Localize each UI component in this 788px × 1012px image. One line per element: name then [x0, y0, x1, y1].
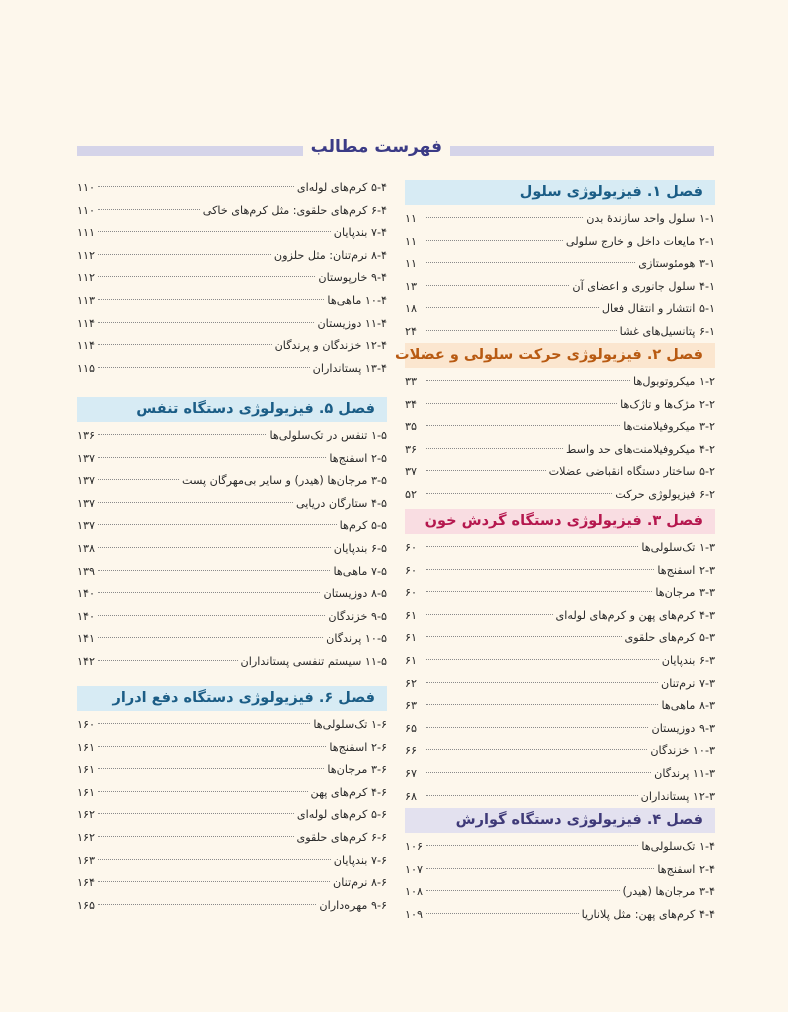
- page-number: ۶۰: [405, 541, 418, 554]
- page-number: ۱۰۷: [405, 862, 424, 876]
- dot-leader: [426, 569, 654, 570]
- dot-leader: [98, 457, 326, 458]
- entry-title: ۶-۵ بندپایان: [333, 541, 387, 555]
- dot-leader: [98, 881, 330, 882]
- entry-title: ۱-۴ تک‌سلولی‌ها: [641, 840, 715, 853]
- toc-entry[interactable]: [405, 394, 715, 417]
- page-number: ۱۶۵: [77, 898, 96, 912]
- chapter-heading[interactable]: فصل ۲. فیزیولوژی حرکت سلولی و عضلات: [405, 343, 715, 368]
- dot-leader: [98, 344, 272, 345]
- dot-leader: [98, 836, 293, 837]
- toc-entry[interactable]: [405, 786, 715, 809]
- dot-leader: [98, 791, 308, 792]
- dot-leader: [98, 434, 266, 435]
- entry-title: ۴-۲ میکروفیلامنت‌های حد واسط: [566, 442, 715, 456]
- entry-title: ۵-۵ کرم‌ها: [339, 519, 387, 533]
- dot-leader: [98, 479, 179, 480]
- chapter-heading[interactable]: فصل ۶. فیزیولوژی دستگاه دفع ادرار: [77, 686, 387, 711]
- entry-title: ۴-۱ سلول جانوری و اعضای آن: [572, 279, 715, 293]
- dot-leader: [426, 795, 638, 796]
- page-number: ۱۴۱: [77, 632, 96, 646]
- entry-title: ۹-۳ دوزیستان: [651, 721, 715, 735]
- entry-title: ۵-۱ انتشار و انتقال فعال: [601, 302, 715, 316]
- page-number: ۱۶۴: [77, 876, 96, 890]
- entry-title: ۱۰-۳ خزندگان: [650, 744, 715, 758]
- dot-leader: [98, 299, 324, 300]
- page-number: ۱۳۶: [77, 429, 96, 442]
- toc-section: [77, 177, 387, 380]
- entry-title: ۱۲-۴ خزندگان و پرندگان: [274, 339, 387, 353]
- toc-section: [405, 808, 715, 926]
- entry-title: ۲-۶ اسفنج‌ها: [329, 740, 387, 754]
- entry-title: ۳-۳ مرجان‌ها: [655, 586, 715, 600]
- toc-entry[interactable]: [77, 651, 387, 674]
- entry-title: ۵-۶ کرم‌های لوله‌ای: [296, 808, 387, 822]
- dot-leader: [98, 813, 294, 814]
- entry-title: ۲-۳ اسفنج‌ها: [657, 563, 715, 577]
- chapter-heading[interactable]: فصل ۴. فیزیولوژی دستگاه گوارش: [405, 808, 715, 833]
- dot-leader: [98, 570, 330, 571]
- dot-leader: [426, 240, 563, 241]
- toc-entry[interactable]: [405, 836, 715, 859]
- entry-title: ۲-۵ اسفنج‌ها: [329, 451, 387, 465]
- page-number: ۱۱۲: [77, 248, 96, 262]
- entry-title: ۱۰-۵ پرندگان: [326, 632, 387, 646]
- dot-leader: [98, 186, 294, 187]
- dot-leader: [426, 636, 622, 637]
- entry-title: ۱-۲ میکروتوبول‌ها: [633, 375, 715, 388]
- dot-leader: [426, 307, 599, 308]
- entry-title: ۱۰-۴ ماهی‌ها: [327, 293, 387, 307]
- page-number: ۱۰۸: [405, 885, 424, 899]
- toc-entry[interactable]: [405, 740, 715, 763]
- entry-title: ۷-۶ بندپایان: [333, 853, 387, 867]
- dot-leader: [98, 209, 200, 210]
- dot-leader: [426, 493, 612, 494]
- entry-title: ۹-۵ خزندگان: [328, 609, 387, 623]
- toc-entry[interactable]: [405, 904, 715, 927]
- dot-leader: [426, 659, 659, 660]
- page-number: ۱۱۳: [77, 293, 96, 307]
- dot-leader: [98, 254, 271, 255]
- chapter-heading[interactable]: فصل ۳. فیزیولوژی دستگاه گردش خون: [405, 509, 715, 534]
- entry-title: ۸-۳ ماهی‌ها: [661, 699, 715, 713]
- dot-leader: [426, 470, 546, 471]
- entry-title: ۳-۴ مرجان‌ها (هیدر): [622, 885, 715, 899]
- page-number: ۱۱: [405, 234, 418, 248]
- page-number: ۱۶۲: [77, 808, 96, 822]
- page-number: ۳۵: [405, 420, 418, 434]
- toc-entry[interactable]: [77, 872, 387, 895]
- entry-title: ۱-۳ تک‌سلولی‌ها: [641, 541, 715, 554]
- toc-entry[interactable]: [77, 895, 387, 918]
- toc-entry[interactable]: [405, 484, 715, 507]
- dot-leader: [426, 727, 648, 728]
- dot-leader: [98, 660, 238, 661]
- page-number: ۱۱۴: [77, 316, 96, 330]
- toc-entry[interactable]: [77, 448, 387, 471]
- entry-title: ۱۳-۴ پستانداران: [312, 361, 387, 375]
- page-number: ۱۱۴: [77, 339, 96, 353]
- dot-leader: [98, 547, 331, 548]
- dot-leader: [98, 524, 337, 525]
- page-number: ۶۰: [405, 586, 418, 600]
- toc-entry[interactable]: [77, 561, 387, 584]
- entry-title: ۱۲-۳ پستانداران: [640, 789, 715, 803]
- page-number: ۱۴۰: [77, 587, 96, 601]
- entry-title: ۸-۵ دوزیستان: [323, 587, 387, 601]
- page-number: ۶۷: [405, 766, 418, 780]
- dot-leader: [98, 592, 320, 593]
- toc-entry[interactable]: [405, 208, 715, 231]
- toc-entry[interactable]: [405, 605, 715, 628]
- toc-entry[interactable]: [77, 827, 387, 850]
- toc-entry[interactable]: [77, 267, 387, 290]
- entry-title: ۱۱-۵ سیستم تنفسی پستانداران: [240, 654, 387, 668]
- dot-leader: [426, 614, 553, 615]
- entry-title: ۵-۳ کرم‌های حلقوی: [624, 631, 715, 645]
- toc-entry[interactable]: [77, 759, 387, 782]
- dot-leader: [426, 591, 652, 592]
- toc-entry[interactable]: [77, 628, 387, 651]
- entry-title: ۳-۱ هومئوستازی: [638, 257, 715, 271]
- toc-entry[interactable]: [77, 470, 387, 493]
- toc-entry[interactable]: [77, 222, 387, 245]
- page-number: ۶۱: [405, 631, 418, 645]
- dot-leader: [426, 330, 617, 331]
- page-number: ۱۳۷: [77, 451, 96, 465]
- entry-title: ۶-۱ پتانسیل‌های غشا: [619, 324, 715, 338]
- toc-entry[interactable]: [405, 461, 715, 484]
- page-number: ۱۳۷: [77, 519, 96, 533]
- dot-leader: [426, 890, 620, 891]
- page-number: ۶۲: [405, 676, 418, 690]
- page-number: ۶۸: [405, 789, 418, 803]
- dot-leader: [98, 367, 310, 368]
- dot-leader: [98, 276, 315, 277]
- toc-entry[interactable]: [405, 673, 715, 696]
- dot-leader: [426, 425, 620, 426]
- entry-title: ۶-۳ بندپایان: [661, 653, 715, 667]
- dot-leader: [426, 448, 563, 449]
- dot-leader: [426, 749, 647, 750]
- page-number: ۱۶۱: [77, 740, 96, 754]
- page-number: ۶۱: [405, 653, 418, 667]
- page-number: ۱۱۱: [77, 226, 96, 240]
- toc-entry[interactable]: [77, 425, 387, 448]
- toc-section: [405, 180, 715, 344]
- entry-title: ۱-۱ سلول واحد سازندهٔ بدن: [586, 212, 715, 225]
- entry-title: ۹-۶ مهره‌داران: [319, 898, 387, 912]
- entry-title: ۵-۲ ساختار دستگاه انقباضی عضلات: [548, 465, 715, 479]
- toc-entry[interactable]: [405, 650, 715, 673]
- chapter-heading[interactable]: فصل ۵. فیزیولوژی دستگاه تنفس: [77, 397, 387, 422]
- dot-leader: [98, 615, 325, 616]
- page-number: ۳۶: [405, 442, 418, 456]
- toc-entry[interactable]: [77, 538, 387, 561]
- toc-entry[interactable]: [405, 537, 715, 560]
- toc-section: [395, 343, 715, 507]
- entry-title: ۸-۶ نرم‌تنان: [333, 876, 387, 890]
- entry-title: ۹-۴ خارپوستان: [318, 271, 387, 285]
- toc-entry[interactable]: [77, 290, 387, 313]
- page-number: ۱۰۹: [405, 907, 424, 921]
- page-number: ۱۳۸: [77, 541, 96, 555]
- toc-entry[interactable]: [77, 850, 387, 873]
- page-number: ۱۶۳: [77, 853, 96, 867]
- dot-leader: [426, 682, 658, 683]
- dot-leader: [98, 768, 324, 769]
- dot-leader: [426, 285, 569, 286]
- entry-title: ۸-۴ نرم‌تنان: مثل حلزون: [273, 248, 387, 262]
- page-number: ۶۵: [405, 721, 418, 735]
- entry-title: ۴-۵ ستارگان دریایی: [295, 496, 387, 510]
- dot-leader: [98, 746, 326, 747]
- toc-entry[interactable]: [77, 200, 387, 223]
- toc-entry[interactable]: [405, 881, 715, 904]
- entry-title: ۷-۵ ماهی‌ها: [333, 564, 387, 578]
- toc-entry[interactable]: [405, 763, 715, 786]
- toc-entry[interactable]: [77, 177, 387, 200]
- entry-title: ۱۱-۳ پرندگان: [654, 766, 715, 780]
- dot-leader: [426, 913, 579, 914]
- entry-title: ۷-۴ بندپایان: [333, 226, 387, 240]
- page-number: ۱۳: [405, 279, 418, 293]
- toc-entry[interactable]: [77, 358, 387, 381]
- entry-title: ۱-۵ تنفس در تک‌سلولی‌ها: [269, 429, 387, 442]
- page-number: ۳۷: [405, 465, 418, 479]
- dot-leader: [98, 322, 314, 323]
- dot-leader: [426, 868, 654, 869]
- page-number: ۶۰: [405, 563, 418, 577]
- entry-title: ۳-۵ مرجان‌ها (هیدر) و سایر بی‌مهرگان پست: [182, 474, 387, 488]
- dot-leader: [426, 380, 630, 381]
- page-number: ۱۱۲: [77, 271, 96, 285]
- toc-entry[interactable]: [77, 313, 387, 336]
- toc-section: [405, 509, 715, 808]
- entry-title: ۶-۶ کرم‌های حلقوی: [296, 830, 387, 844]
- entry-title: ۴-۶ کرم‌های پهن: [310, 785, 387, 799]
- page-number: ۲۴: [405, 324, 418, 338]
- toc-entry[interactable]: [405, 439, 715, 462]
- entry-title: ۴-۴ کرم‌های پهن: مثل پلاناریا: [581, 907, 715, 921]
- toc-entry[interactable]: [77, 245, 387, 268]
- page-number: ۳۳: [405, 375, 418, 388]
- toc-entry[interactable]: [405, 582, 715, 605]
- toc-entry[interactable]: [405, 231, 715, 254]
- entry-title: ۲-۴ اسفنج‌ها: [657, 862, 715, 876]
- page-number: ۱۶۰: [77, 718, 96, 731]
- entry-title: ۵-۴ کرم‌های لوله‌ای: [296, 181, 387, 194]
- toc-entry[interactable]: [405, 560, 715, 583]
- entry-title: ۳-۲ میکروفیلامنت‌ها: [623, 420, 715, 434]
- toc-entry[interactable]: [405, 859, 715, 882]
- toc-entry[interactable]: [405, 371, 715, 394]
- dot-leader: [98, 502, 293, 503]
- dot-leader: [426, 546, 638, 547]
- page-number: ۱۰۶: [405, 840, 424, 853]
- page-number: ۶۱: [405, 608, 418, 622]
- page-number: ۱۱۰: [77, 181, 96, 194]
- page-number: ۱۱۰: [77, 203, 96, 217]
- page-number: ۱۸: [405, 302, 418, 316]
- dot-leader: [98, 904, 316, 905]
- toc-entry[interactable]: [77, 714, 387, 737]
- page-number: ۱۳۷: [77, 496, 96, 510]
- toc-entry[interactable]: [77, 335, 387, 358]
- dot-leader: [426, 772, 651, 773]
- toc-entry[interactable]: [405, 276, 715, 299]
- toc-entry[interactable]: [77, 737, 387, 760]
- page-number: ۱۶۱: [77, 785, 96, 799]
- entry-title: ۷-۳ نرم‌تنان: [661, 676, 715, 690]
- dot-leader: [426, 217, 583, 218]
- page-number: ۱۶۱: [77, 763, 96, 777]
- dot-leader: [98, 859, 331, 860]
- page-number: ۱۴۲: [77, 654, 96, 668]
- page-number: ۶۳: [405, 699, 418, 713]
- dot-leader: [426, 403, 617, 404]
- toc-entry[interactable]: [77, 493, 387, 516]
- toc-entry[interactable]: [77, 804, 387, 827]
- dot-leader: [426, 845, 638, 846]
- entry-title: ۶-۴ کرم‌های حلقوی: مثل کرم‌های خاکی: [202, 203, 387, 217]
- dot-leader: [98, 231, 331, 232]
- toc-section: [77, 397, 387, 674]
- toc-entry[interactable]: [77, 515, 387, 538]
- entry-title: ۴-۳ کرم‌های پهن و کرم‌های لوله‌ای: [555, 608, 715, 622]
- toc-entry[interactable]: [405, 253, 715, 276]
- dot-leader: [98, 723, 310, 724]
- toc-entry[interactable]: [405, 321, 715, 344]
- page-number: ۱۴۰: [77, 609, 96, 623]
- entry-title: ۱-۶ تک‌سلولی‌ها: [313, 718, 387, 731]
- toc-entry[interactable]: [405, 416, 715, 439]
- toc-entry[interactable]: [405, 695, 715, 718]
- page-number: ۶۶: [405, 744, 418, 758]
- page-number: ۱۳۹: [77, 564, 96, 578]
- dot-leader: [426, 704, 658, 705]
- entry-title: ۳-۶ مرجان‌ها: [327, 763, 387, 777]
- dot-leader: [98, 637, 323, 638]
- toc-entry[interactable]: [405, 718, 715, 741]
- dot-leader: [426, 262, 635, 263]
- entry-title: ۲-۱ مایعات داخل و خارج سلولی: [565, 234, 715, 248]
- entry-title: ۱۱-۴ دوزیستان: [317, 316, 387, 330]
- page-number: ۱۱۵: [77, 361, 96, 375]
- toc-entry[interactable]: [77, 782, 387, 805]
- chapter-heading[interactable]: فصل ۱. فیزیولوژی سلول: [405, 180, 715, 205]
- page-number: ۱۱: [405, 257, 418, 271]
- page-number: ۱۳۷: [77, 474, 96, 488]
- toc-entry[interactable]: [405, 627, 715, 650]
- toc-entry[interactable]: [77, 606, 387, 629]
- toc-section: [77, 686, 387, 917]
- entry-title: ۲-۲ مژک‌ها و تاژک‌ها: [620, 397, 715, 411]
- page-number: ۱۶۲: [77, 830, 96, 844]
- page-title: فهرست مطالب: [303, 135, 450, 159]
- entry-title: ۶-۲ فیزیولوژی حرکت: [615, 487, 715, 501]
- page-number: ۳۴: [405, 397, 418, 411]
- page-number: ۵۲: [405, 487, 418, 501]
- toc-entry[interactable]: [77, 583, 387, 606]
- toc-entry[interactable]: [405, 298, 715, 321]
- page-number: ۱۱: [405, 212, 418, 225]
